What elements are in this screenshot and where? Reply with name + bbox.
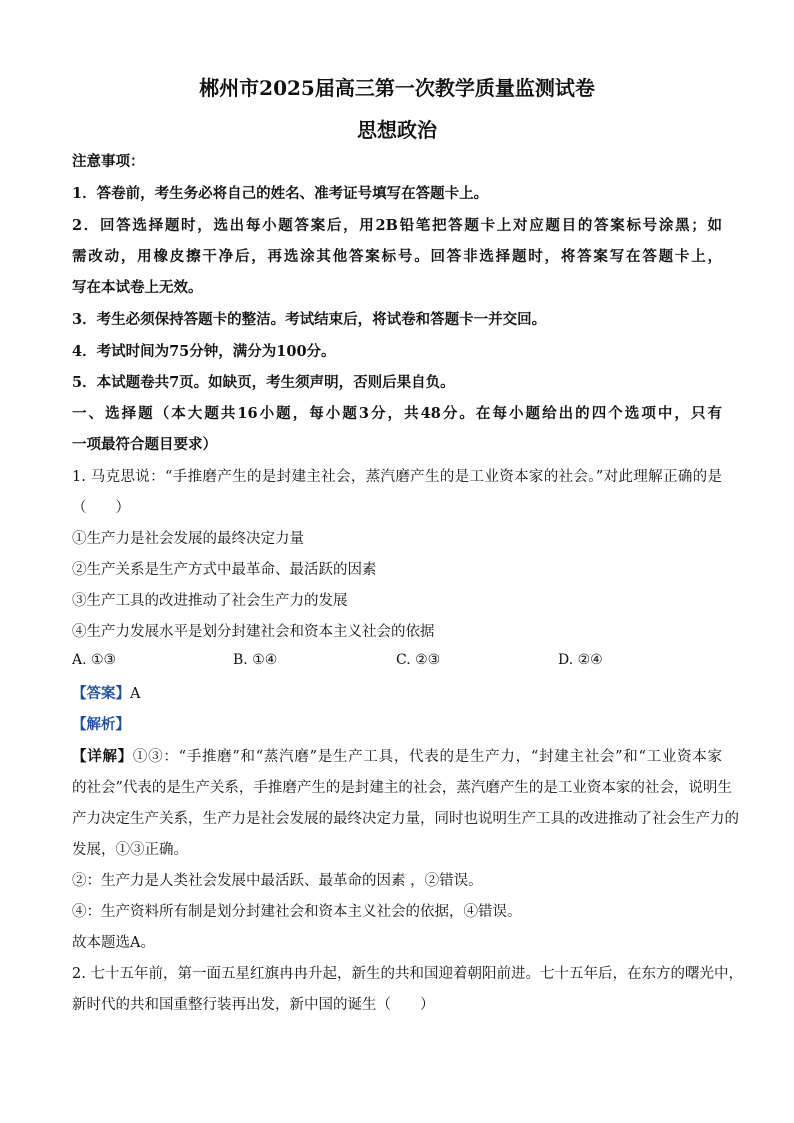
exam-subject: 思想政治	[357, 118, 437, 142]
q1-answer-line	[72, 682, 140, 703]
notice-item-3: 3．考生必须保持答题卡的整洁。考试结束后，将试卷和答题卡一并交回。	[72, 311, 547, 328]
analysis-tag: 【解析】	[72, 716, 130, 733]
notice-heading: 注意事项：	[72, 153, 145, 170]
notice-item-2-line-3: 写在本试卷上无效。	[72, 279, 203, 296]
q2-stem-line-1: 2. 七十五年前，第一面五星红旗冉冉升起，新生的共和国迎着朝阳前进。七十五年后，在东方的曙光中，	[72, 966, 743, 982]
answer-tag: 【答案】	[72, 685, 130, 702]
answer-value: A	[130, 686, 141, 702]
q1-detail-line-1	[72, 745, 722, 766]
exam-title: 郴州市2025届高三第一次教学质量监测试卷	[199, 76, 595, 100]
notice-item-1: 1．答卷前，考生务必将自己的姓名、准考证号填写在答题卡上。	[72, 185, 489, 202]
notice-item-2-line-2: 需改动，用橡皮擦干净后，再选涂其他答案标号。回答非选择题时，将答案写在答题卡上，	[72, 248, 722, 265]
q1-statement-3: ③生产工具的改进推动了社会生产力的发展	[72, 593, 348, 609]
q1-statement-1: ①生产力是社会发展的最终决定力量	[72, 531, 304, 547]
q1-option-a: A. ①③	[72, 652, 117, 668]
section-heading-line-1: 一、选择题（本大题共16小题，每小题3分，共48分。在每小题给出的四个选项中，只有	[72, 405, 722, 422]
detail-text-1: ①③：“手推磨”和“蒸汽磨”是生产工具，代表的是生产力，“封建主社会”和“工业资本家	[132, 749, 723, 765]
q1-conclusion: 故本题选A。	[72, 935, 155, 951]
q1-option-c: C. ②③	[396, 652, 441, 668]
notice-item-2-line-1: 2．回答选择题时，选出每小题答案后，用2B铅笔把答题卡上对应题目的答案标号涂黑；如	[72, 217, 722, 234]
q1-statement-4: ④生产力发展水平是划分封建社会和资本主义社会的依据	[72, 624, 435, 640]
q1-detail-line-3: 产力决定生产关系，生产力是社会发展的最终决定力量，同时也说明生产工具的改进推动了社会生产力的	[72, 811, 739, 827]
q1-stem-line-2: （ ）	[72, 500, 130, 516]
q1-analysis-line	[72, 713, 130, 734]
q1-detail-line-5: ②：生产力是人类社会发展中最活跃、最革命的因素 ，②错误。	[72, 873, 483, 889]
notice-item-5: 5．本试题卷共7页。如缺页，考生须声明，否则后果自负。	[72, 374, 455, 391]
q1-option-d: D. ②④	[558, 652, 603, 668]
q1-stem-line-1: 1. 马克思说：“手推磨产生的是封建主社会，蒸汽磨产生的是工业资本家的社会。”对此理解正确的是	[72, 469, 722, 485]
q2-stem-line-2: 新时代的共和国重整行装再出发，新中国的诞生（ ）	[72, 997, 435, 1013]
notice-item-4: 4．考试时间为75分钟，满分为100分。	[72, 343, 336, 360]
q1-detail-line-2: 的社会”代表的是生产关系，手推磨产生的是封建主的社会，蒸汽磨产生的是工业资本家的社会，说明生	[72, 780, 732, 796]
detail-tag: 【详解】	[72, 748, 133, 765]
section-heading-line-2: 一项最符合题目要求）	[72, 436, 217, 453]
q1-detail-line-4: 发展，①③正确。	[72, 842, 188, 858]
q1-option-b: B. ①④	[233, 652, 278, 668]
q1-detail-line-6: ④：生产资料所有制是划分封建社会和资本主义社会的依据，④错误。	[72, 904, 522, 920]
q1-statement-2: ②生产关系是生产方式中最革命、最活跃的因素	[72, 562, 377, 578]
